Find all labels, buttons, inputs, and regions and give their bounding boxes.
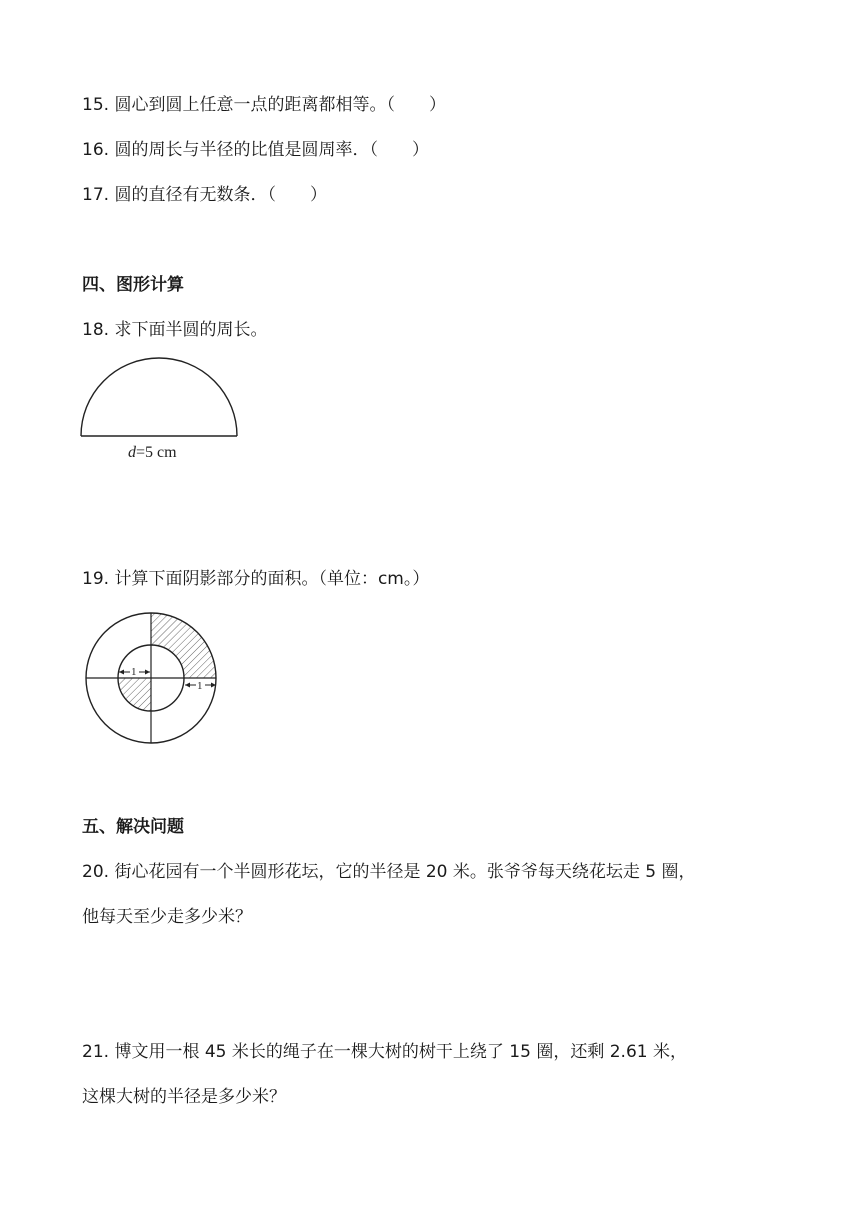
diameter-value: =5 cm — [136, 444, 177, 461]
shaded-ring-quarter — [151, 613, 216, 678]
inner-arrow-right — [145, 670, 150, 675]
annulus-figure — [78, 605, 228, 755]
question-19: 19. 计算下面阴影部分的面积。（单位：cm。） — [82, 569, 430, 589]
semicircle-arc — [81, 358, 237, 436]
outer-arrow-left — [185, 683, 190, 688]
question-20-line1: 20. 街心花园有一个半圆形花坛，它的半径是 20 米。张爷爷每天绕花坛走 5 圈， — [82, 862, 696, 882]
question-16: 16. 圆的周长与半径的比值是圆周率．（ ） — [82, 140, 429, 160]
question-21-line2: 这棵大树的半径是多少米？ — [82, 1087, 286, 1107]
semicircle-figure — [76, 356, 246, 466]
diameter-symbol: d — [128, 444, 136, 461]
question-21-line1: 21. 博文用一根 45 米长的绳子在一棵大树的树干上绕了 15 圈，还剩 2.61 米， — [82, 1042, 687, 1062]
inner-radius-label: 1 — [131, 666, 137, 678]
section-heading-4: 四、图形计算 — [82, 275, 184, 295]
question-20-line2: 他每天至少走多少米？ — [82, 907, 252, 927]
question-15: 15. 圆心到圆上任意一点的距离都相等。（ ） — [82, 95, 446, 115]
outer-width-label: 1 — [197, 680, 203, 692]
question-18: 18. 求下面半圆的周长。 — [82, 320, 268, 340]
inner-arrow-left — [119, 670, 124, 675]
diameter-label — [128, 444, 177, 461]
question-17: 17. 圆的直径有无数条．（ ） — [82, 185, 327, 205]
section-heading-5: 五、解决问题 — [82, 817, 184, 837]
